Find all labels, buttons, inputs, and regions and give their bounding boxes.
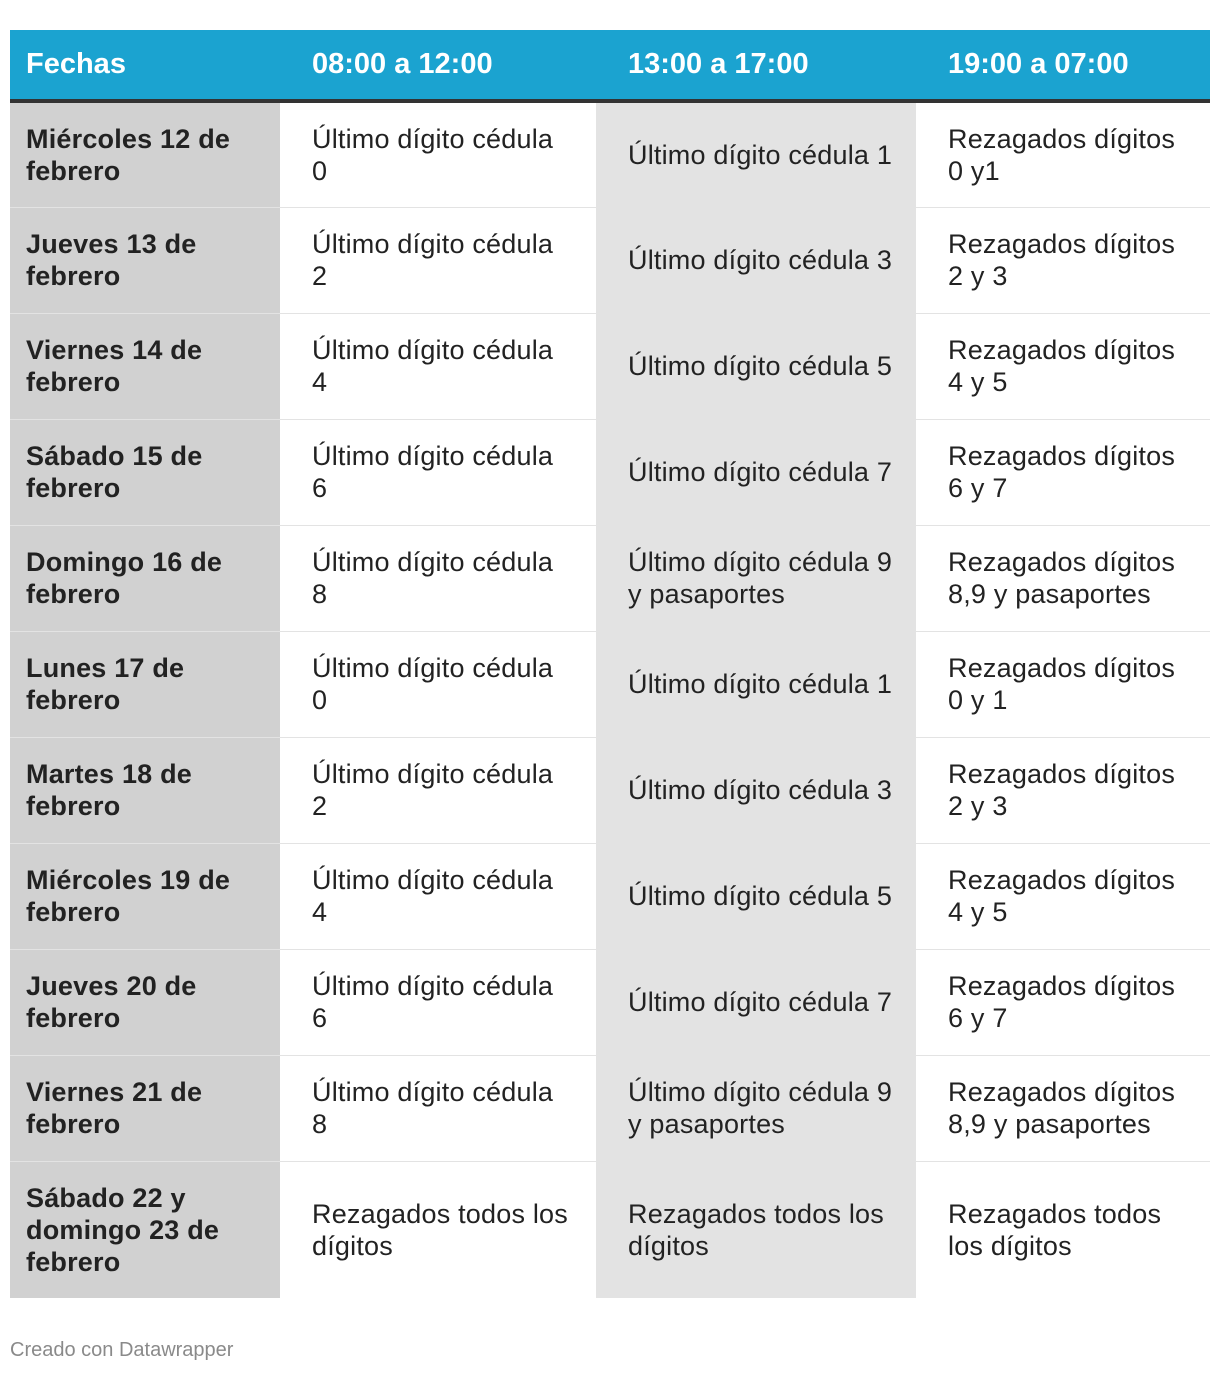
row-slot-morning: Último dígito cédula 4 bbox=[280, 313, 596, 419]
row-date: Viernes 14 de febrero bbox=[10, 313, 280, 419]
row-date: Sábado 15 de febrero bbox=[10, 419, 280, 525]
row-slot-night: Rezagados dígitos 8,9 y pasaportes bbox=[916, 525, 1210, 631]
row-slot-night: Rezagados todos los dígitos bbox=[916, 1161, 1210, 1298]
row-slot-morning: Último dígito cédula 8 bbox=[280, 525, 596, 631]
header-slot-afternoon: 13:00 a 17:00 bbox=[628, 48, 809, 80]
row-date: Viernes 21 de febrero bbox=[10, 1055, 280, 1161]
table-row bbox=[10, 631, 1210, 737]
row-slot-afternoon: Último dígito cédula 5 bbox=[596, 313, 916, 419]
table-row bbox=[10, 1055, 1210, 1161]
row-slot-night: Rezagados dígitos 6 y 7 bbox=[916, 419, 1210, 525]
schedule-table bbox=[10, 30, 1210, 1298]
table-row bbox=[10, 737, 1210, 843]
row-slot-night: Rezagados dígitos 0 y1 bbox=[916, 101, 1210, 207]
row-slot-morning: Último dígito cédula 2 bbox=[280, 207, 596, 313]
row-date: Lunes 17 de febrero bbox=[10, 631, 280, 737]
table-row bbox=[10, 949, 1210, 1055]
row-date: Domingo 16 de febrero bbox=[10, 525, 280, 631]
row-slot-night: Rezagados dígitos 2 y 3 bbox=[916, 207, 1210, 313]
row-slot-morning: Último dígito cédula 0 bbox=[280, 631, 596, 737]
row-slot-night: Rezagados dígitos 0 y 1 bbox=[916, 631, 1210, 737]
row-date: Martes 18 de febrero bbox=[10, 737, 280, 843]
row-slot-night: Rezagados dígitos 4 y 5 bbox=[916, 313, 1210, 419]
row-slot-afternoon: Último dígito cédula 7 bbox=[596, 949, 916, 1055]
header-slot-night: 19:00 a 07:00 bbox=[948, 48, 1129, 80]
schedule-table-wrapper bbox=[10, 30, 1210, 1298]
row-slot-afternoon: Último dígito cédula 9 y pasaportes bbox=[596, 1055, 916, 1161]
header-dates: Fechas bbox=[26, 48, 126, 80]
row-slot-morning: Último dígito cédula 2 bbox=[280, 737, 596, 843]
row-slot-afternoon: Último dígito cédula 7 bbox=[596, 419, 916, 525]
row-slot-morning: Último dígito cédula 6 bbox=[280, 949, 596, 1055]
row-slot-morning: Último dígito cédula 4 bbox=[280, 843, 596, 949]
row-slot-night: Rezagados dígitos 4 y 5 bbox=[916, 843, 1210, 949]
footer-credit: Creado con Datawrapper bbox=[10, 1339, 234, 1361]
row-slot-afternoon: Rezagados todos los dígitos bbox=[596, 1161, 916, 1298]
table-row bbox=[10, 313, 1210, 419]
table-row bbox=[10, 843, 1210, 949]
table-row bbox=[10, 1161, 1210, 1298]
row-slot-night: Rezagados dígitos 8,9 y pasaportes bbox=[916, 1055, 1210, 1161]
row-slot-afternoon: Último dígito cédula 1 bbox=[596, 631, 916, 737]
row-date: Jueves 20 de febrero bbox=[10, 949, 280, 1055]
row-slot-afternoon: Último dígito cédula 5 bbox=[596, 843, 916, 949]
row-slot-morning: Último dígito cédula 0 bbox=[280, 101, 596, 207]
row-date: Miércoles 19 de febrero bbox=[10, 843, 280, 949]
row-slot-afternoon: Último dígito cédula 3 bbox=[596, 207, 916, 313]
table-header-row bbox=[10, 30, 1210, 101]
row-date: Sábado 22 y domingo 23 de febrero bbox=[10, 1161, 280, 1298]
row-slot-afternoon: Último dígito cédula 1 bbox=[596, 101, 916, 207]
row-slot-night: Rezagados dígitos 2 y 3 bbox=[916, 737, 1210, 843]
row-slot-morning: Rezagados todos los dígitos bbox=[280, 1161, 596, 1298]
row-slot-afternoon: Último dígito cédula 3 bbox=[596, 737, 916, 843]
table-row bbox=[10, 525, 1210, 631]
row-slot-night: Rezagados dígitos 6 y 7 bbox=[916, 949, 1210, 1055]
row-date: Jueves 13 de febrero bbox=[10, 207, 280, 313]
row-slot-morning: Último dígito cédula 6 bbox=[280, 419, 596, 525]
table-row bbox=[10, 207, 1210, 313]
header-slot-morning: 08:00 a 12:00 bbox=[312, 48, 493, 80]
table-row bbox=[10, 419, 1210, 525]
row-date: Miércoles 12 de febrero bbox=[10, 101, 280, 207]
row-slot-afternoon: Último dígito cédula 9 y pasaportes bbox=[596, 525, 916, 631]
table-row bbox=[10, 101, 1210, 207]
row-slot-morning: Último dígito cédula 8 bbox=[280, 1055, 596, 1161]
